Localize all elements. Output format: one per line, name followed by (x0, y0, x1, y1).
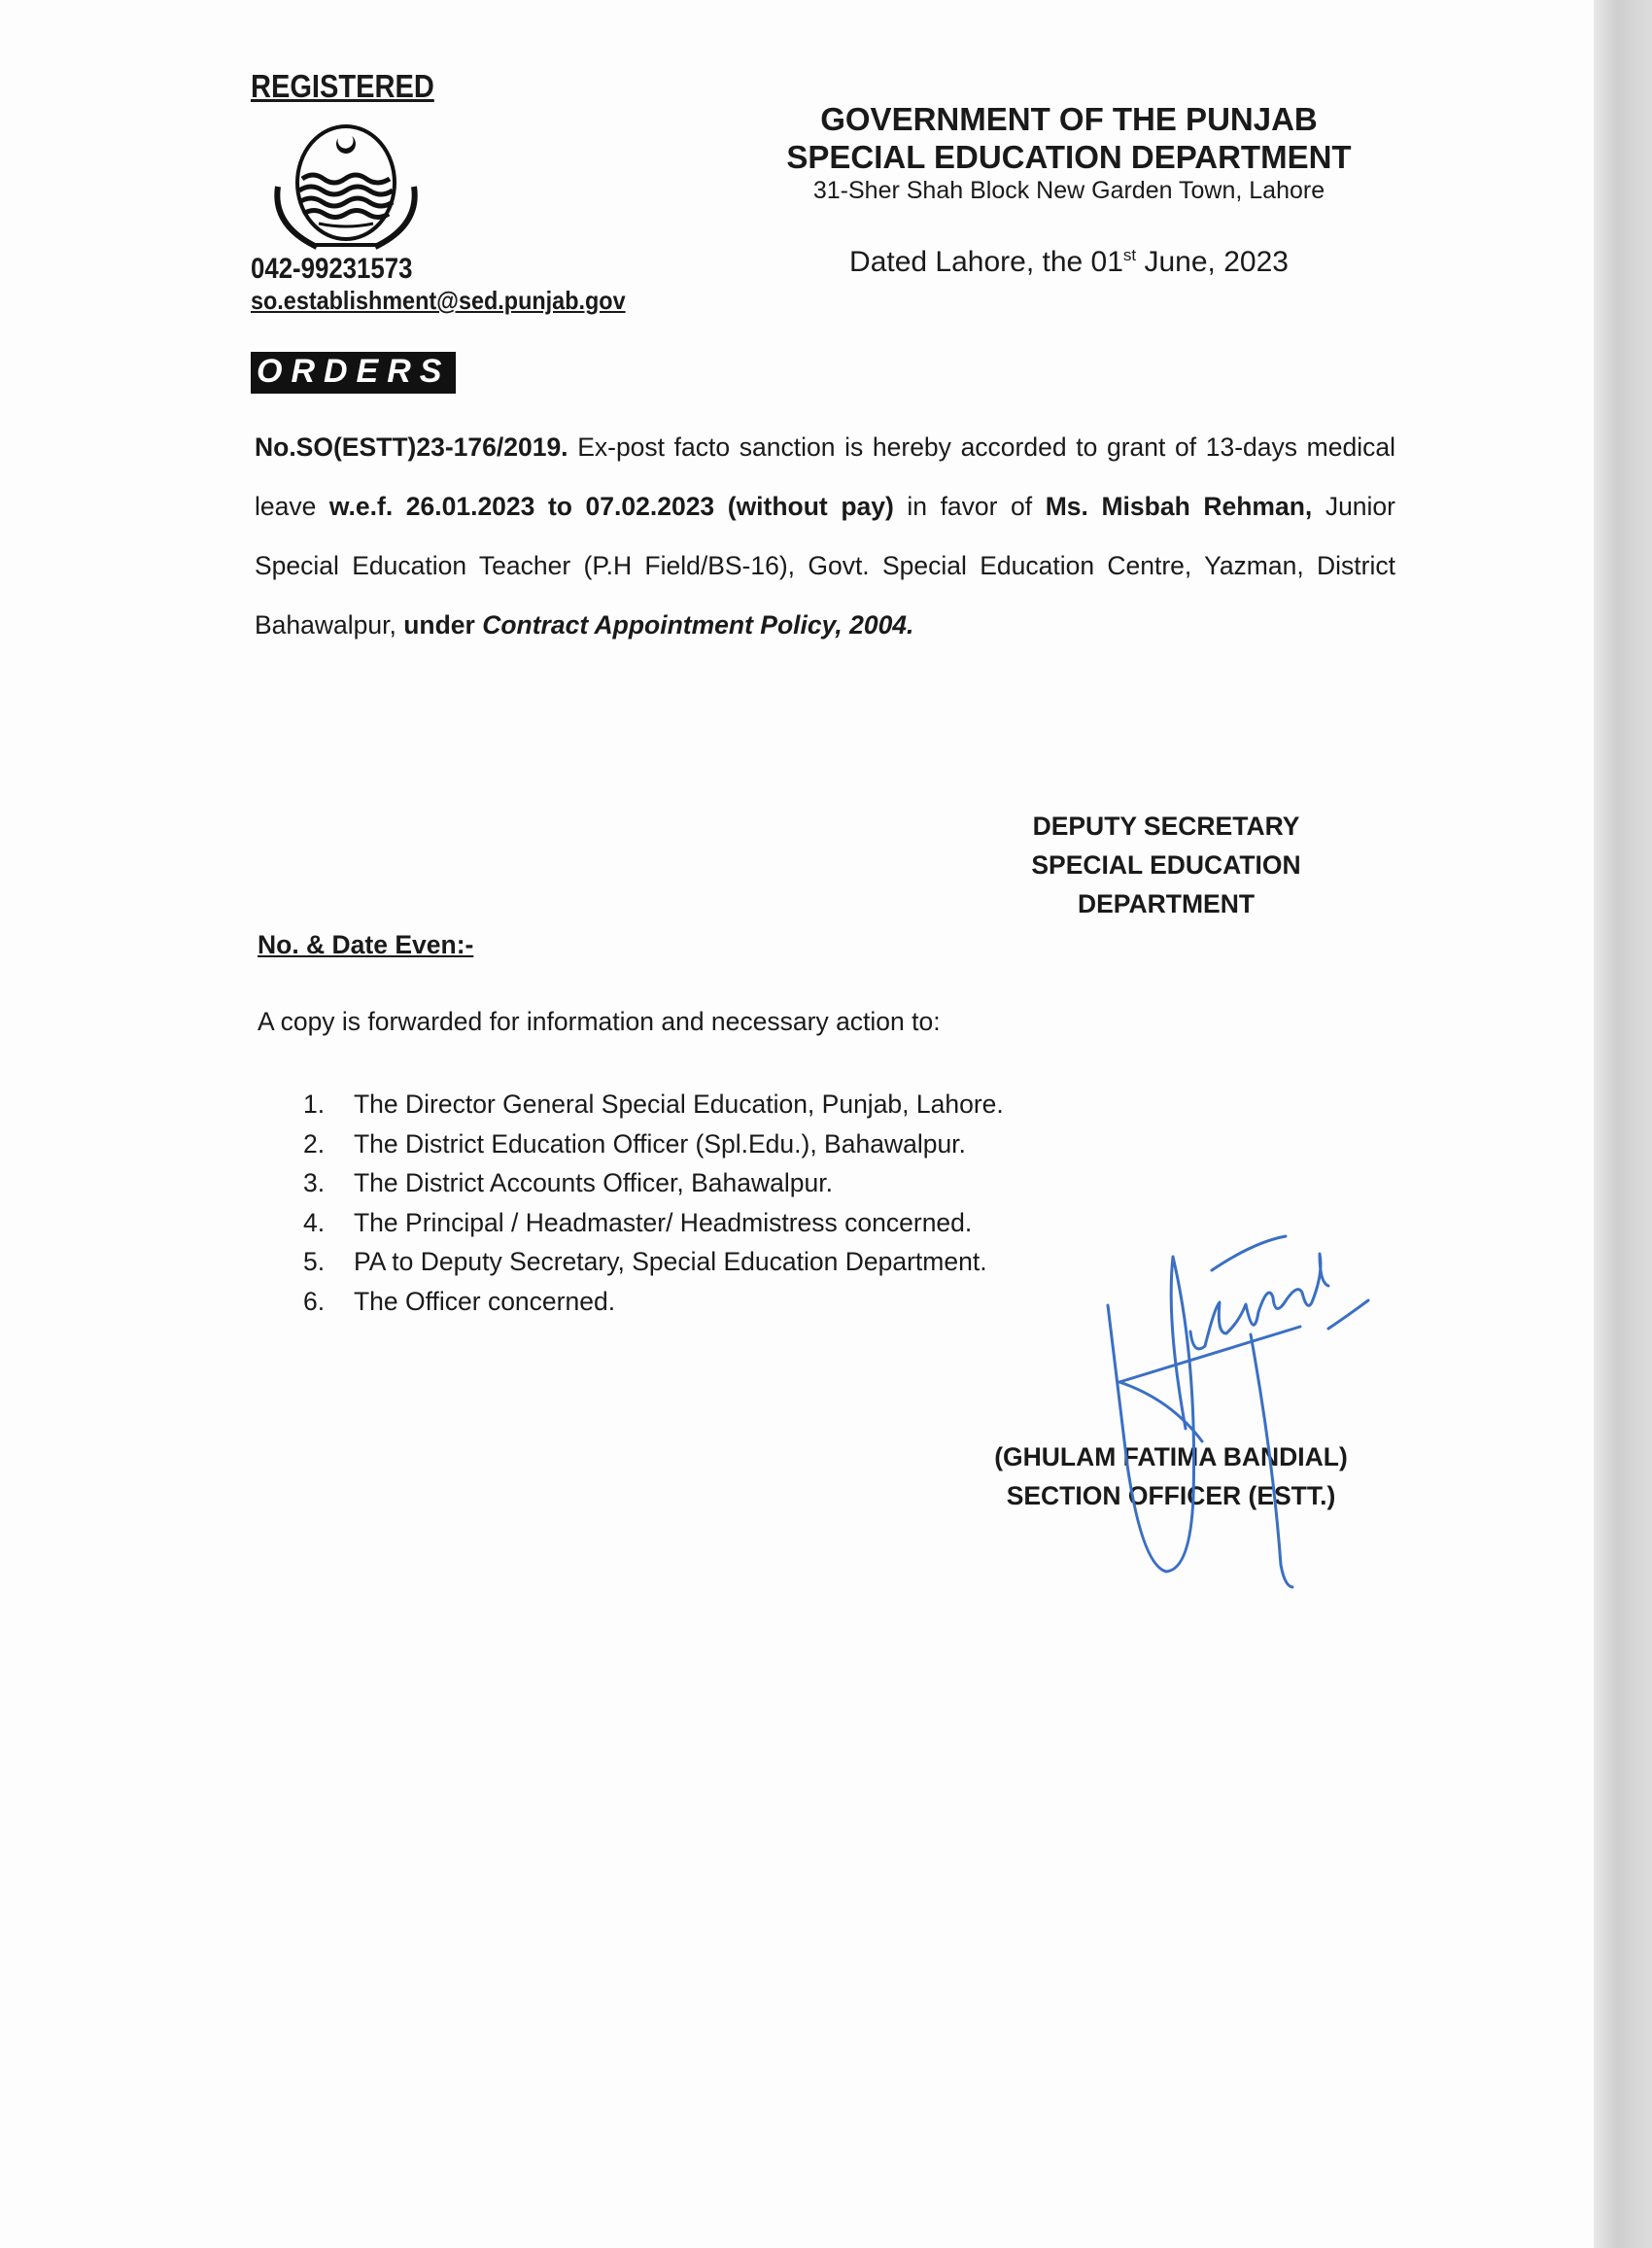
list-number: 1. (303, 1089, 326, 1119)
signatory-line: DEPUTY SECRETARY (1032, 812, 1300, 841)
no-date-even-heading: No. & Date Even:- (258, 930, 474, 959)
department-title: SPECIAL EDUCATION DEPARTMENT (786, 139, 1352, 175)
department-address: 31-Sher Shah Block New Garden Town, Lahore (812, 177, 1325, 204)
recipient-text: The Officer concerned. (354, 1286, 616, 1316)
list-number: 6. (303, 1286, 326, 1316)
dated-prefix: Dated Lahore, the 01 (849, 246, 1123, 278)
recipient-text: PA to Deputy Secretary, Special Education Department. (354, 1247, 987, 1277)
order-paragraph (255, 418, 1395, 655)
list-number: 4. (303, 1207, 326, 1237)
leave-period: w.e.f. 26.01.2023 to 07.02.2023 (without pay) (328, 492, 894, 521)
list-number: 3. (303, 1168, 326, 1198)
section-officer-block (923, 1437, 1419, 1515)
phone-number: 042-99231573 (251, 253, 413, 285)
order-number: No.SO(ESTT)23-176/2019. (255, 432, 568, 462)
policy-name: Contract Appointment Policy, 2004. (474, 610, 914, 640)
list-item (303, 1163, 1004, 1203)
government-title: GOVERNMENT OF THE PUNJAB (820, 101, 1318, 137)
officer-title: SECTION OFFICER (ESTT.) (1006, 1481, 1336, 1510)
order-text: in favor of (893, 492, 1046, 521)
recipient-text: The Principal / Headmaster/ Headmistress concerned. (354, 1207, 973, 1237)
list-number: 2. (303, 1128, 326, 1159)
scan-edge-shadow (1594, 0, 1652, 2248)
list-number: 5. (303, 1247, 326, 1277)
order-under: under (403, 610, 475, 640)
dated-suffix: June, 2023 (1136, 246, 1289, 278)
list-item (303, 1282, 1004, 1322)
email-address: so.establishment@sed.punjab.gov (251, 286, 626, 315)
employee-name: Ms. Misbah Rehman, (1045, 492, 1313, 521)
dated-ordinal: st (1122, 246, 1137, 264)
list-item (303, 1242, 1004, 1282)
orders-heading: ORDERS (251, 352, 456, 394)
punjab-government-logo (258, 119, 433, 255)
signatory-line: SPECIAL EDUCATION (1031, 850, 1301, 880)
order-text: Ex-post facto sanction is hereby accorded to grant of 13-days medical leave (255, 432, 1395, 521)
order-text: Junior Special Education Teacher (P.H Field/BS-16), Govt. Special Education Centre, Yazman, District Bahawalpur, (255, 492, 1395, 640)
deputy-secretary-block (972, 807, 1360, 923)
recipient-list (303, 1085, 1004, 1322)
list-item (303, 1124, 1004, 1164)
officer-name: (GHULAM FATIMA BANDIAL) (994, 1442, 1348, 1471)
recipient-text: The District Accounts Officer, Bahawalpur. (354, 1168, 833, 1198)
list-item (303, 1203, 1004, 1243)
list-item (303, 1085, 1004, 1124)
copy-forwarded-text: A copy is forwarded for information and necessary action to: (258, 1007, 941, 1036)
recipient-text: The District Education Officer (Spl.Edu.), Bahawalpur. (354, 1128, 966, 1159)
registered-label: REGISTERED (251, 68, 434, 104)
signatory-line: DEPARTMENT (1077, 889, 1256, 918)
recipient-text: The Director General Special Education, Punjab, Lahore. (354, 1089, 1004, 1119)
dated-line (680, 246, 1458, 279)
